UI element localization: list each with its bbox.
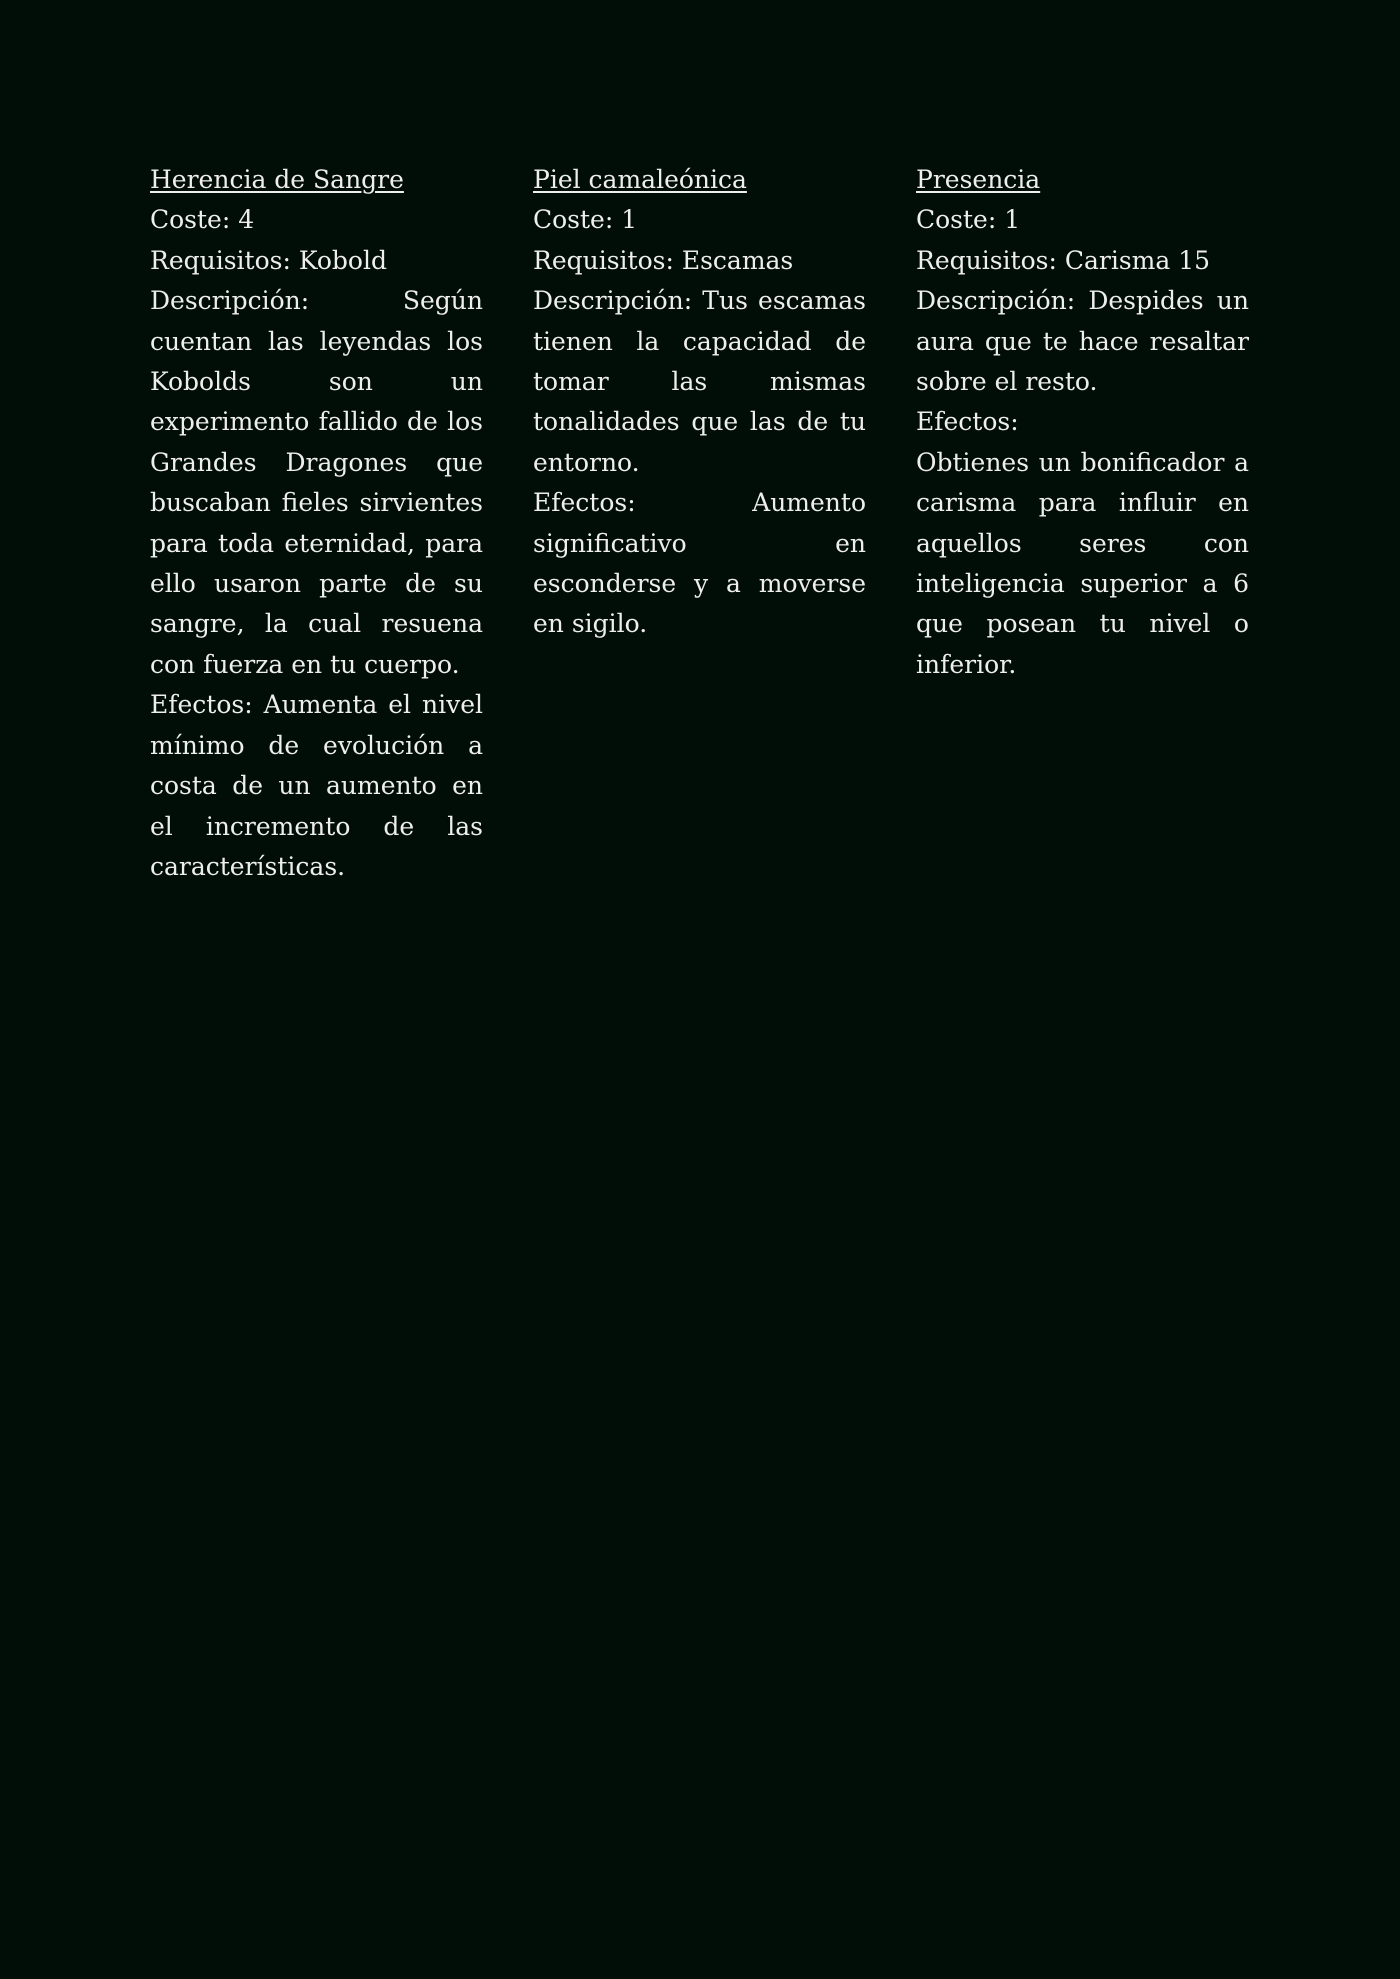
trait-piel-camaleonica bbox=[533, 160, 866, 887]
trait-requirements: Requisitos: Escamas bbox=[533, 245, 794, 275]
trait-description: Descripción: Según cuentan las leyendas los Kobolds son un experimento fallido de los Grandes Dragones que buscaban fieles sirvientes para toda eternidad, para ello usaron parte de su sangre, la cual resuena con fuerza en tu cuerpo. bbox=[150, 286, 483, 679]
trait-title: Herencia de Sangre bbox=[150, 165, 404, 194]
trait-effects: Efectos: Aumento significativo en esconderse y a moverse en sigilo. bbox=[533, 488, 866, 639]
trait-effects: Efectos: Aumenta el nivel mínimo de evolución a costa de un aumento en el incremento de las características. bbox=[150, 690, 483, 881]
trait-title: Piel camaleónica bbox=[533, 165, 747, 194]
trait-columns bbox=[150, 160, 1250, 887]
trait-presencia bbox=[916, 160, 1249, 887]
trait-description: Descripción: Tus escamas tienen la capacidad de tomar las mismas tonalidades que las de tu entorno. bbox=[533, 286, 866, 477]
trait-effects-label: Efectos: bbox=[916, 407, 1019, 437]
trait-title: Presencia bbox=[916, 165, 1041, 194]
trait-cost: Coste: 1 bbox=[916, 205, 1021, 235]
trait-herencia-de-sangre bbox=[150, 160, 483, 887]
trait-cost: Coste: 1 bbox=[533, 205, 638, 235]
trait-effects-body: Obtienes un bonificador a carisma para influir en aquellos seres con inteligencia superior a 6 que posean tu nivel o inferior. bbox=[916, 447, 1249, 679]
trait-requirements: Requisitos: Carisma 15 bbox=[916, 245, 1211, 275]
trait-requirements: Requisitos: Kobold bbox=[150, 245, 387, 275]
trait-description: Descripción: Despides un aura que te hace resaltar sobre el resto. bbox=[916, 286, 1249, 397]
trait-cost: Coste: 4 bbox=[150, 205, 255, 235]
